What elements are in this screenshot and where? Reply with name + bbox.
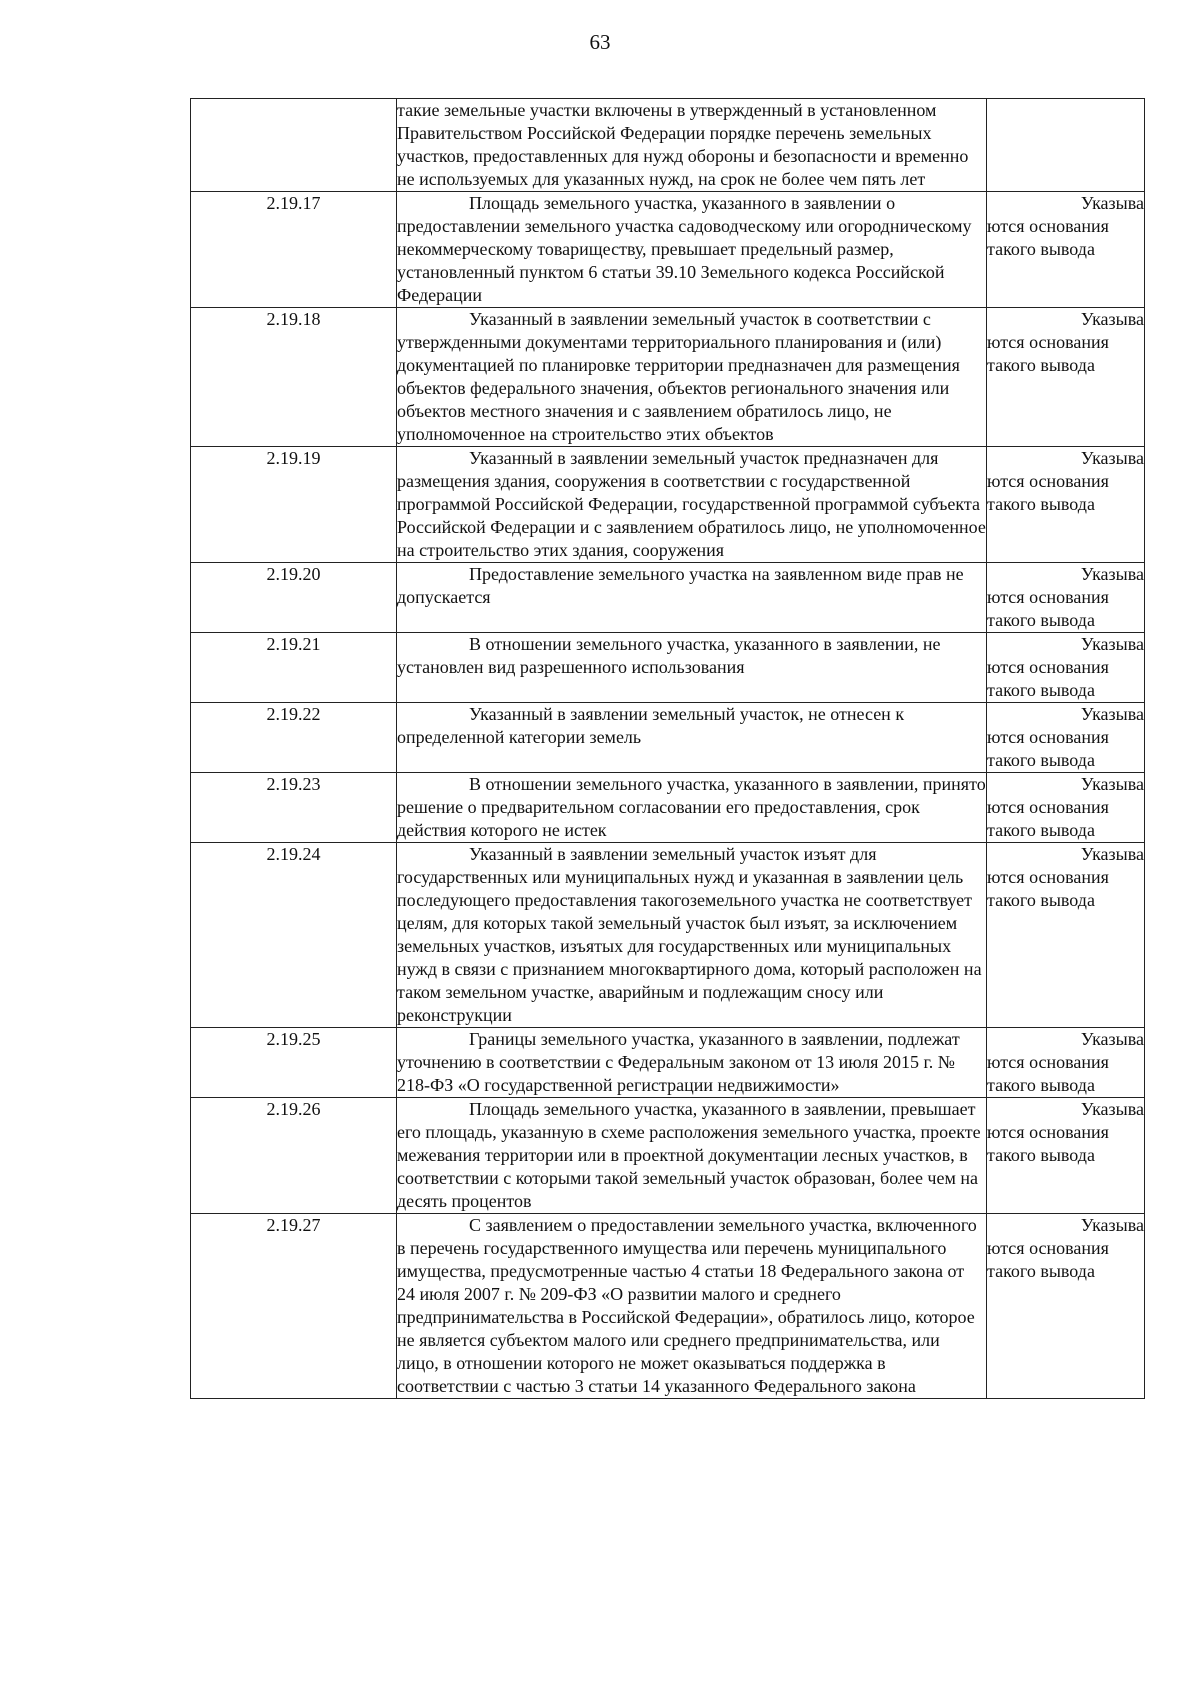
row-number: 2.19.27 bbox=[191, 1214, 397, 1399]
row-text-cell bbox=[397, 633, 987, 703]
row-note-first: Указыва bbox=[1080, 448, 1144, 468]
row-note-cell bbox=[987, 633, 1145, 703]
row-text-cell bbox=[397, 773, 987, 843]
table-row bbox=[191, 447, 1145, 563]
row-note-rest: ются основания такого вывода bbox=[987, 867, 1109, 910]
table-row bbox=[191, 192, 1145, 308]
row-text: В отношении земельного участка, указанного в заявлении, принято решение о предварительном согласовании его предоставления, срок действия которого не истек bbox=[397, 774, 986, 840]
row-note-first: Указыва bbox=[1080, 1099, 1144, 1119]
row-note-cell bbox=[987, 1214, 1145, 1399]
row-note-first: Указыва bbox=[1080, 634, 1144, 654]
row-note-cell bbox=[987, 703, 1145, 773]
row-text: такие земельные участки включены в утвержденный в установленном Правительством Российской Федерации порядке перечень земельных участков, предоставленных для нужд обороны и безопасности и временно не используемых для указанных нужд, на срок не более чем пять лет bbox=[397, 100, 969, 189]
row-note-rest: ются основания такого вывода bbox=[987, 657, 1109, 700]
row-note-cell bbox=[987, 99, 1145, 192]
row-text: Указанный в заявлении земельный участок в соответствии с утвержденными документами территориального планирования и (или) документацией по планировке территории предназначен для размещения объектов федерального значения, объектов регионального значения или объектов местного значения и с заявлением обратилось лицо, не уполномоченное на строительство этих объектов bbox=[397, 309, 960, 444]
table-row bbox=[191, 633, 1145, 703]
row-note-rest: ются основания такого вывода bbox=[987, 727, 1109, 770]
row-text: Площадь земельного участка, указанного в заявлении, превышает его площадь, указанную в схеме расположения земельного участка, проекте межевания территории или в проектной документации лесных участков, в соответствии с которыми такой земельный участок образован, более чем на десять процентов bbox=[397, 1099, 981, 1211]
row-note-rest: ются основания такого вывода bbox=[987, 216, 1109, 259]
row-text-cell bbox=[397, 703, 987, 773]
row-note-first: Указыва bbox=[1080, 704, 1144, 724]
row-text-cell bbox=[397, 308, 987, 447]
row-note-cell bbox=[987, 843, 1145, 1028]
table-row bbox=[191, 99, 1145, 192]
row-number bbox=[191, 99, 397, 192]
row-note-rest: ются основания такого вывода bbox=[987, 1052, 1109, 1095]
table-row bbox=[191, 1098, 1145, 1214]
row-number: 2.19.20 bbox=[191, 563, 397, 633]
row-number: 2.19.19 bbox=[191, 447, 397, 563]
row-number: 2.19.25 bbox=[191, 1028, 397, 1098]
row-text: Указанный в заявлении земельный участок, не отнесен к определенной категории земель bbox=[397, 704, 905, 747]
row-text: В отношении земельного участка, указанного в заявлении, не установлен вид разрешенного использования bbox=[397, 634, 941, 677]
table-row bbox=[191, 1028, 1145, 1098]
table-row bbox=[191, 1214, 1145, 1399]
row-note-first: Указыва bbox=[1080, 1215, 1144, 1235]
table-row bbox=[191, 773, 1145, 843]
row-note-first: Указыва bbox=[1080, 564, 1144, 584]
row-note-first: Указыва bbox=[1080, 774, 1144, 794]
row-note-cell bbox=[987, 308, 1145, 447]
row-number: 2.19.26 bbox=[191, 1098, 397, 1214]
page-number: 63 bbox=[589, 30, 611, 54]
row-text-cell bbox=[397, 843, 987, 1028]
row-number: 2.19.24 bbox=[191, 843, 397, 1028]
row-note-first: Указыва bbox=[1080, 193, 1144, 213]
row-note-cell bbox=[987, 563, 1145, 633]
row-text-cell bbox=[397, 99, 987, 192]
row-number: 2.19.22 bbox=[191, 703, 397, 773]
row-text: Границы земельного участка, указанного в заявлении, подлежат уточнению в соответствии с Федеральным законом от 13 июля 2015 г. № 218-ФЗ «О государственной регистрации недвижимости» bbox=[397, 1029, 960, 1095]
row-note-rest: ются основания такого вывода bbox=[987, 332, 1109, 375]
row-note-first: Указыва bbox=[1080, 844, 1144, 864]
table-row bbox=[191, 563, 1145, 633]
row-note-cell bbox=[987, 1098, 1145, 1214]
grounds-table-body bbox=[191, 99, 1145, 1399]
table-row bbox=[191, 308, 1145, 447]
row-text-cell bbox=[397, 1098, 987, 1214]
row-text: Указанный в заявлении земельный участок изъят для государственных или муниципальных нужд и указанная в заявлении цель последующего предоставления такогоземельного участка не соответствует целям, для которых такой земельный участок был изъят, за исключением земельных участков, изъятых для государственных или муниципальных нужд в связи с признанием многоквартирного дома, который расположен на таком земельном участке, аварийным и подлежащим сносу или реконструкции bbox=[397, 844, 982, 1025]
row-note-rest: ются основания такого вывода bbox=[987, 471, 1109, 514]
row-text: Площадь земельного участка, указанного в заявлении о предоставлении земельного участка садоводческому или огородническому некоммерческому товариществу, превышает предельный размер, установленный пунктом 6 статьи 39.10 Земельного кодекса Российской Федерации bbox=[397, 193, 972, 305]
row-number: 2.19.17 bbox=[191, 192, 397, 308]
row-text-cell bbox=[397, 563, 987, 633]
row-note-rest: ются основания такого вывода bbox=[987, 1122, 1109, 1165]
row-note-cell bbox=[987, 192, 1145, 308]
grounds-table bbox=[190, 98, 1145, 1399]
row-note-rest: ются основания такого вывода bbox=[987, 797, 1109, 840]
table-row bbox=[191, 703, 1145, 773]
row-text-cell bbox=[397, 1214, 987, 1399]
row-note-rest: ются основания такого вывода bbox=[987, 1238, 1109, 1281]
row-note-cell bbox=[987, 1028, 1145, 1098]
row-text: Предоставление земельного участка на заявленном виде прав не допускается bbox=[397, 564, 964, 607]
row-note-rest: ются основания такого вывода bbox=[987, 587, 1109, 630]
row-number: 2.19.18 bbox=[191, 308, 397, 447]
row-note-first: Указыва bbox=[1080, 309, 1144, 329]
table-row bbox=[191, 843, 1145, 1028]
row-note-cell bbox=[987, 773, 1145, 843]
row-text-cell bbox=[397, 1028, 987, 1098]
row-number: 2.19.21 bbox=[191, 633, 397, 703]
row-note-cell bbox=[987, 447, 1145, 563]
row-text: Указанный в заявлении земельный участок предназначен для размещения здания, сооружения в соответствии с государственной программой Российской Федерации, государственной программой субъекта Российской Федерации и с заявлением обратилось лицо, не уполномоченное на строительство этих здания, сооружения bbox=[397, 448, 986, 560]
row-text: С заявлением о предоставлении земельного участка, включенного в перечень государственного имущества или перечень муниципального имущества, предусмотренные частью 4 статьи 18 Федерального закона от 24 июля 2007 г. № 209-ФЗ «О развитии малого и среднего предпринимательства в Российской Федерации», обратилось лицо, которое не является субъектом малого или среднего предпринимательства, или лицо, в отношении которого не может оказываться поддержка в соответствии с частью 3 статьи 14 указанного Федерального закона bbox=[397, 1215, 977, 1396]
row-text-cell bbox=[397, 447, 987, 563]
row-note-first: Указыва bbox=[1080, 1029, 1144, 1049]
row-number: 2.19.23 bbox=[191, 773, 397, 843]
row-text-cell bbox=[397, 192, 987, 308]
